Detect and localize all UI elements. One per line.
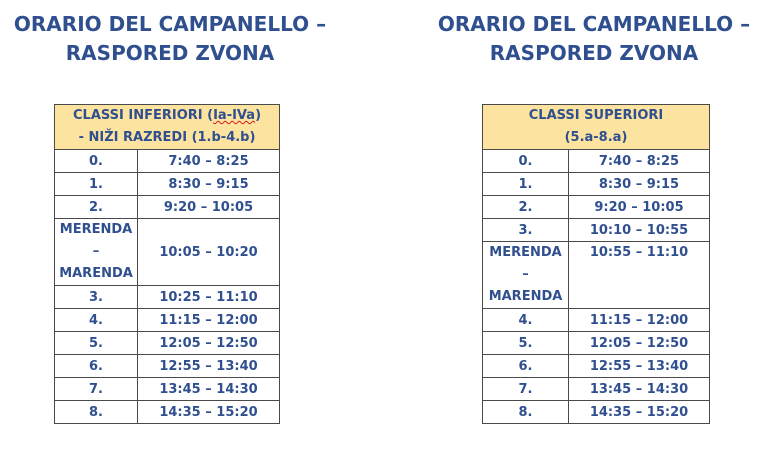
table-row — [483, 309, 710, 332]
upper-header-line1: CLASSI SUPERIORI — [528, 108, 664, 123]
lower-header-line2: - NIŽI RAZREDI (1.b-4.b) — [78, 130, 256, 145]
period-time: 14:35 – 15:20 — [138, 401, 280, 424]
left-title-line1: ORARIO DEL CAMPANELLO – — [13, 12, 327, 36]
period-time: 14:35 – 15:20 — [569, 401, 710, 424]
period-time: 12:05 – 12:50 — [138, 332, 280, 355]
table-row — [483, 150, 710, 173]
right-title-line2: RASPORED ZVONA — [489, 41, 699, 65]
period-time: 7:40 – 8:25 — [569, 150, 710, 173]
table-row — [55, 378, 280, 401]
left-page-title — [0, 10, 340, 68]
period-number: 5. — [483, 332, 569, 355]
upper-classes-schedule-table — [482, 104, 710, 424]
period-time: 8:30 – 9:15 — [569, 173, 710, 196]
period-time: 7:40 – 8:25 — [138, 150, 280, 173]
squiggle-text: Ia-IVa — [213, 108, 256, 123]
table-row — [55, 309, 280, 332]
table-row — [55, 173, 280, 196]
period-number: 8. — [55, 401, 138, 424]
period-number: 7. — [55, 378, 138, 401]
table-row — [483, 378, 710, 401]
table-row — [55, 332, 280, 355]
table-header-row — [483, 105, 710, 150]
break-time: 10:55 – 11:10 — [569, 242, 710, 309]
period-number: 4. — [483, 309, 569, 332]
table-header-row — [55, 105, 280, 150]
lower-classes-schedule-table — [54, 104, 280, 424]
period-number: 3. — [55, 286, 138, 309]
table-row — [483, 219, 710, 242]
break-time: 10:05 – 10:20 — [138, 219, 280, 286]
period-number: 3. — [483, 219, 569, 242]
period-number: 4. — [55, 309, 138, 332]
table-row — [483, 173, 710, 196]
period-time: 9:20 – 10:05 — [569, 196, 710, 219]
period-number: 6. — [483, 355, 569, 378]
period-time: 11:15 – 12:00 — [569, 309, 710, 332]
period-number: 1. — [483, 173, 569, 196]
period-time: 8:30 – 9:15 — [138, 173, 280, 196]
table-row-break — [55, 219, 280, 286]
period-number: 0. — [55, 150, 138, 173]
period-time: 12:55 – 13:40 — [569, 355, 710, 378]
table-row-break — [483, 242, 710, 309]
period-number: 6. — [55, 355, 138, 378]
period-number: 0. — [483, 150, 569, 173]
table-row — [55, 196, 280, 219]
period-time: 12:05 – 12:50 — [569, 332, 710, 355]
period-time: 10:25 – 11:10 — [138, 286, 280, 309]
left-title-line2: RASPORED ZVONA — [65, 41, 275, 65]
table-row — [483, 196, 710, 219]
upper-header-line2: (5.a-8.a) — [564, 130, 628, 145]
table-row — [55, 286, 280, 309]
break-label: MERENDA – MARENDA — [55, 219, 138, 286]
period-number: 2. — [55, 196, 138, 219]
table-row — [483, 332, 710, 355]
right-title-line1: ORARIO DEL CAMPANELLO – — [437, 12, 751, 36]
table-row — [55, 150, 280, 173]
period-time: 11:15 – 12:00 — [138, 309, 280, 332]
period-number: 8. — [483, 401, 569, 424]
period-time: 10:10 – 10:55 — [569, 219, 710, 242]
table-row — [483, 401, 710, 424]
table-row — [483, 355, 710, 378]
break-label: MERENDA – MARENDA — [483, 242, 569, 309]
lower-classes-header — [55, 105, 280, 150]
period-number: 1. — [55, 173, 138, 196]
upper-classes-header — [483, 105, 710, 150]
table-row — [55, 401, 280, 424]
table-row — [55, 355, 280, 378]
period-number: 7. — [483, 378, 569, 401]
period-number: 2. — [483, 196, 569, 219]
period-time: 12:55 – 13:40 — [138, 355, 280, 378]
period-time: 13:45 – 14:30 — [569, 378, 710, 401]
period-time: 13:45 – 14:30 — [138, 378, 280, 401]
period-number: 5. — [55, 332, 138, 355]
period-time: 9:20 – 10:05 — [138, 196, 280, 219]
right-page-title — [424, 10, 764, 68]
lower-header-line1: CLASSI INFERIORI (Ia-IVa) — [73, 108, 262, 123]
